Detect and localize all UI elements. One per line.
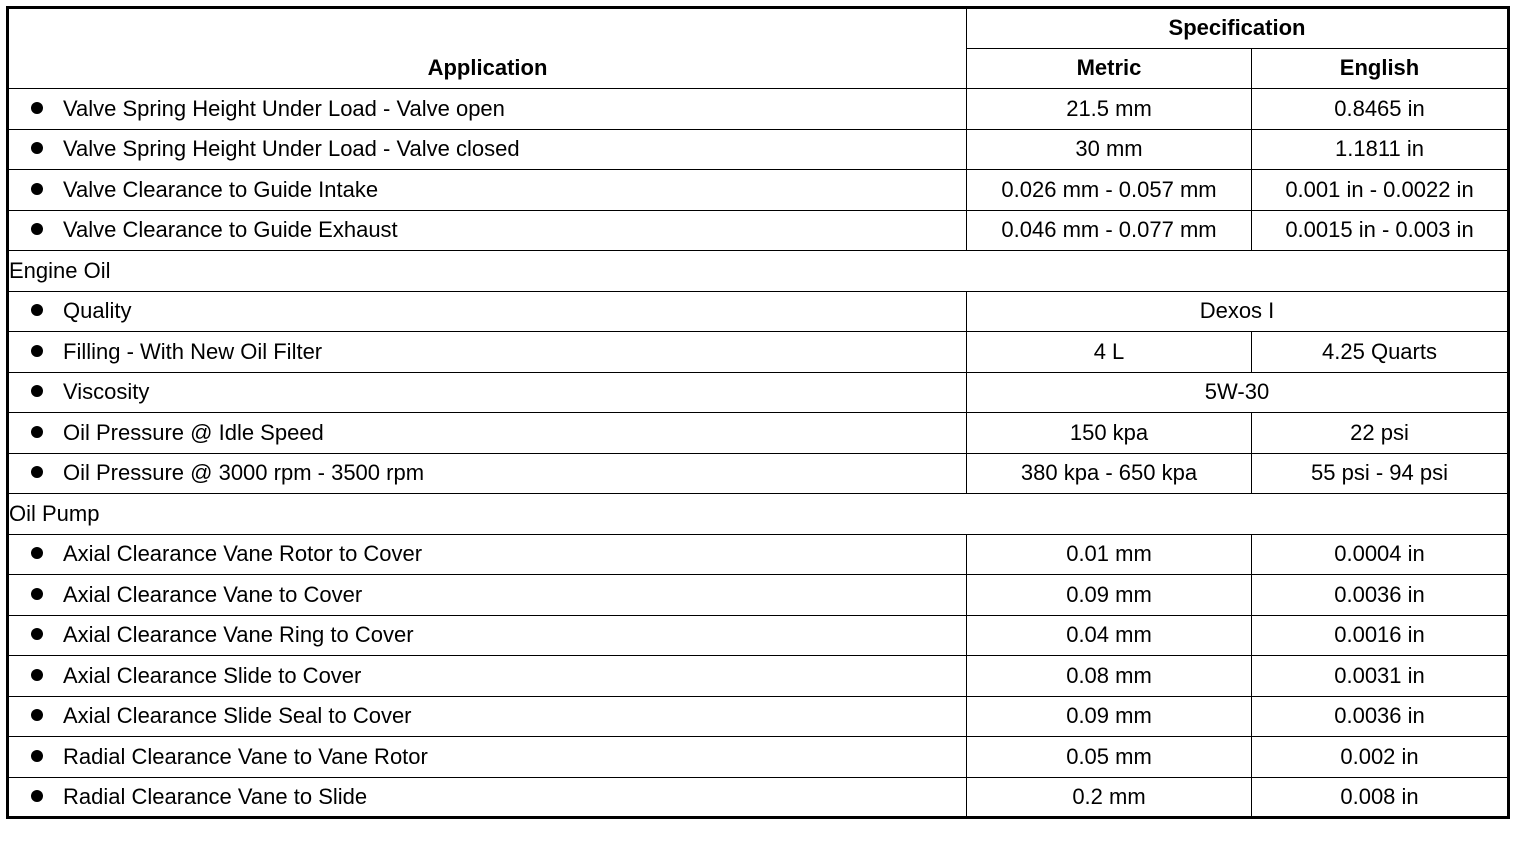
application-cell xyxy=(8,291,967,332)
section-row xyxy=(8,251,1509,292)
table-row xyxy=(8,413,1509,454)
english-value: 0.0036 in xyxy=(1252,696,1509,737)
application-label: Valve Clearance to Guide Exhaust xyxy=(63,217,398,243)
application-cell xyxy=(8,89,967,130)
metric-value: 30 mm xyxy=(967,129,1252,170)
bullet-icon xyxy=(31,750,43,762)
application-cell xyxy=(8,453,967,494)
metric-value: 0.046 mm - 0.077 mm xyxy=(967,210,1252,251)
application-cell xyxy=(8,170,967,211)
section-label: Engine Oil xyxy=(8,251,1509,292)
application-label: Axial Clearance Slide to Cover xyxy=(63,662,362,688)
application-label: Oil Pressure @ 3000 rpm - 3500 rpm xyxy=(63,460,425,486)
english-value: 0.0016 in xyxy=(1252,615,1509,656)
application-label: Radial Clearance Vane to Vane Rotor xyxy=(63,743,428,769)
header-row-top xyxy=(8,8,1509,49)
bullet-icon xyxy=(31,547,43,559)
metric-header: Metric xyxy=(967,48,1252,89)
bullet-icon xyxy=(31,385,43,397)
specification-value: Dexos I xyxy=(967,291,1509,332)
table-row xyxy=(8,129,1509,170)
metric-value: 0.05 mm xyxy=(967,737,1252,778)
table-row xyxy=(8,656,1509,697)
english-value: 0.0036 in xyxy=(1252,575,1509,616)
application-header: Application xyxy=(8,8,967,89)
bullet-icon xyxy=(31,628,43,640)
metric-value: 0.01 mm xyxy=(967,534,1252,575)
bullet-icon xyxy=(31,304,43,316)
application-cell xyxy=(8,413,967,454)
metric-value: 0.09 mm xyxy=(967,575,1252,616)
metric-value: 0.08 mm xyxy=(967,656,1252,697)
bullet-icon xyxy=(31,183,43,195)
metric-value: 380 kpa - 650 kpa xyxy=(967,453,1252,494)
application-label: Axial Clearance Vane Ring to Cover xyxy=(63,622,414,648)
english-value: 1.1811 in xyxy=(1252,129,1509,170)
table-row xyxy=(8,170,1509,211)
bullet-icon xyxy=(31,588,43,600)
english-value: 4.25 Quarts xyxy=(1252,332,1509,373)
application-label: Quality xyxy=(63,298,132,324)
table-row xyxy=(8,777,1509,818)
table-row xyxy=(8,372,1509,413)
application-label: Axial Clearance Vane Rotor to Cover xyxy=(63,541,423,567)
application-label: Viscosity xyxy=(63,379,150,405)
application-cell xyxy=(8,777,967,818)
application-label: Oil Pressure @ Idle Speed xyxy=(63,419,324,445)
table-row xyxy=(8,332,1509,373)
specification-value: 5W-30 xyxy=(967,372,1509,413)
metric-value: 0.026 mm - 0.057 mm xyxy=(967,170,1252,211)
bullet-icon xyxy=(31,142,43,154)
english-value: 0.002 in xyxy=(1252,737,1509,778)
bullet-icon xyxy=(31,466,43,478)
metric-value: 0.2 mm xyxy=(967,777,1252,818)
application-label: Radial Clearance Vane to Slide xyxy=(63,783,368,809)
application-cell xyxy=(8,575,967,616)
bullet-icon xyxy=(31,709,43,721)
english-value: 55 psi - 94 psi xyxy=(1252,453,1509,494)
english-value: 0.0004 in xyxy=(1252,534,1509,575)
metric-value: 4 L xyxy=(967,332,1252,373)
table-row xyxy=(8,534,1509,575)
specification-table xyxy=(6,6,1510,819)
application-cell xyxy=(8,372,967,413)
bullet-icon xyxy=(31,223,43,235)
english-value: 0.0031 in xyxy=(1252,656,1509,697)
application-cell xyxy=(8,534,967,575)
table-row xyxy=(8,696,1509,737)
metric-value: 150 kpa xyxy=(967,413,1252,454)
bullet-icon xyxy=(31,426,43,438)
application-cell xyxy=(8,129,967,170)
application-label: Valve Spring Height Under Load - Valve closed xyxy=(63,136,520,162)
table-row xyxy=(8,575,1509,616)
bullet-icon xyxy=(31,102,43,114)
section-label: Oil Pump xyxy=(8,494,1509,535)
english-value: 22 psi xyxy=(1252,413,1509,454)
table-row xyxy=(8,615,1509,656)
table-row xyxy=(8,453,1509,494)
application-label: Axial Clearance Vane to Cover xyxy=(63,581,363,607)
application-cell xyxy=(8,656,967,697)
english-value: 0.0015 in - 0.003 in xyxy=(1252,210,1509,251)
bullet-icon xyxy=(31,345,43,357)
metric-value: 21.5 mm xyxy=(967,89,1252,130)
table-row xyxy=(8,210,1509,251)
english-header: English xyxy=(1252,48,1509,89)
application-cell xyxy=(8,615,967,656)
application-label: Axial Clearance Slide Seal to Cover xyxy=(63,703,412,729)
application-cell xyxy=(8,737,967,778)
bullet-icon xyxy=(31,790,43,802)
bullet-icon xyxy=(31,669,43,681)
application-cell xyxy=(8,210,967,251)
application-cell xyxy=(8,696,967,737)
english-value: 0.8465 in xyxy=(1252,89,1509,130)
english-value: 0.008 in xyxy=(1252,777,1509,818)
section-row xyxy=(8,494,1509,535)
table-row xyxy=(8,737,1509,778)
application-label: Filling - With New Oil Filter xyxy=(63,338,323,364)
table-row xyxy=(8,291,1509,332)
application-label: Valve Clearance to Guide Intake xyxy=(63,176,379,202)
application-cell xyxy=(8,332,967,373)
metric-value: 0.04 mm xyxy=(967,615,1252,656)
table-body xyxy=(8,89,1509,818)
metric-value: 0.09 mm xyxy=(967,696,1252,737)
specification-header: Specification xyxy=(967,8,1509,49)
table-row xyxy=(8,89,1509,130)
application-label: Valve Spring Height Under Load - Valve open xyxy=(63,95,505,121)
english-value: 0.001 in - 0.0022 in xyxy=(1252,170,1509,211)
